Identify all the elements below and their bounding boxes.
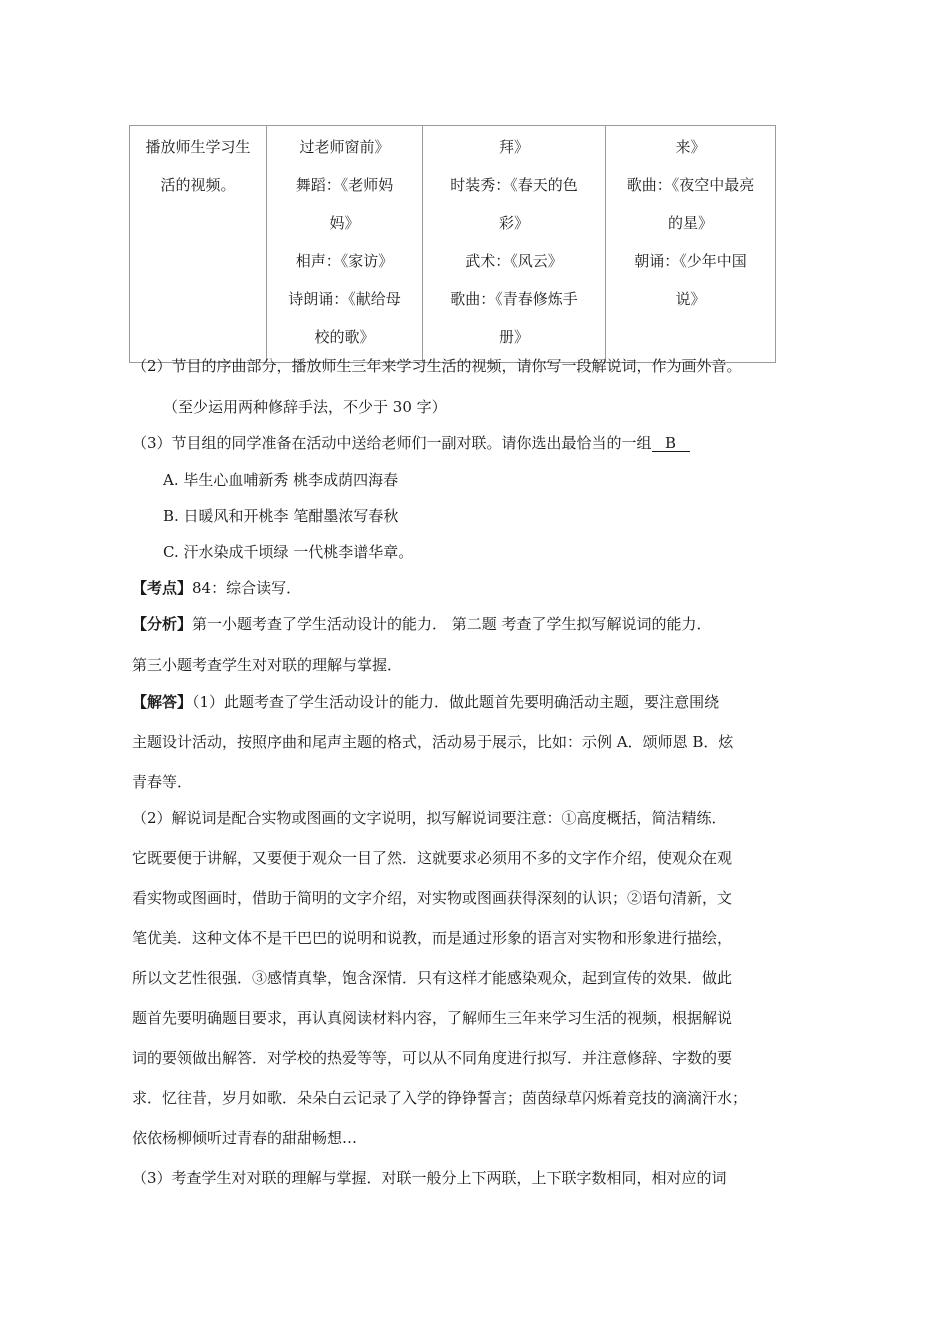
- cell-line: 彩》: [498, 214, 529, 232]
- cell-line: 校的歌》: [314, 328, 375, 346]
- answer-blank: B: [652, 435, 690, 452]
- jieda-2-line: 依依杨柳倾听过青春的甜甜畅想…: [132, 1129, 358, 1147]
- cell-line: 舞蹈：《老师妈: [295, 176, 394, 194]
- question-3: [132, 426, 822, 460]
- jieda-2-line: （2）解说词是配合实物或图画的文字说明，拟写解说词要注意：①高度概括，简洁精练．: [132, 809, 727, 827]
- cell-line: 活的视频。: [160, 176, 236, 194]
- jieda-2-line: 题首先要明确题目要求，再认真阅读材料内容，了解师生三年来学习生活的视频，根据解说: [132, 1009, 733, 1027]
- cell-line: 过老师窗前》: [299, 138, 390, 156]
- cell-line: 的星》: [667, 214, 713, 232]
- jieda-2-line: 求．忆往昔，岁月如歌．朵朵白云记录了入学的铮铮誓言；茵茵绿草闪烁着竞技的滴滴汗水；: [132, 1089, 748, 1107]
- table-cell-part2: [423, 126, 606, 363]
- jieda-line: 主题设计活动，按照序曲和尾声主题的格式，活动易于展示，比如：示例 A．颂师恩 B．炫: [132, 733, 734, 751]
- jieda-text: （1）此题考查了学生活动设计的能力．做此题首先要明确活动主题，要注意围绕: [192, 693, 720, 711]
- kaodian-tag: 【考点】: [132, 579, 193, 597]
- fenxi-line: [132, 607, 822, 641]
- jieda-2-line: 它既要便于讲解，又要便于观众一目了然．这就要求必须用不多的文字作介绍，使观众在观: [132, 849, 733, 867]
- program-table: [129, 125, 776, 363]
- jieda-2-line: 所以文艺性很强．③感情真挚，饱含深情．只有这样才能感染观众，起到宣传的效果．做此: [132, 969, 733, 987]
- kaodian-line: [132, 571, 822, 605]
- fenxi-text: 第一小题考查了学生活动设计的能力． 第二题 考查了学生拟写解说词的能力．: [192, 615, 712, 633]
- cell-line: 册》: [498, 328, 529, 346]
- jieda-3-line: （3）考查学生对对联的理解与掌握．对联一般分上下两联，上下联字数相同，相对应的词: [132, 1169, 727, 1187]
- jieda-2-line: 笔优美．这种文体不是干巴巴的说明和说教，而是通过形象的语言对实物和形象进行描绘，: [132, 929, 733, 947]
- cell-line: 歌曲：《夜空中最亮: [626, 176, 755, 194]
- question-3-text: （3）节目组的同学准备在活动中送给老师们一副对联。请你选出最恰当的一组: [132, 434, 652, 452]
- jieda-2-line: 看实物或图画时，借助于简明的文字介绍，对实物或图画获得深刻的认识；②语句清新，文: [132, 889, 733, 907]
- cell-line: 妈》: [329, 214, 360, 232]
- jieda-2-line: 词的要领做出解答．对学校的热爱等等，可以从不同角度进行拟写．并注意修辞、字数的要: [132, 1049, 733, 1067]
- option-c: C. 汗水染成千顷绿 一代桃李谱华章。: [163, 543, 414, 561]
- table-cell-prelude: [130, 126, 267, 363]
- question-2-note: （至少运用两种修辞手法，不少于 30 字）: [163, 398, 447, 416]
- cell-line: 武术：《风云》: [465, 252, 563, 270]
- fenxi-tag: 【分析】: [132, 615, 193, 633]
- jieda-line: [132, 685, 822, 719]
- option-b: B. 日暖风和开桃李 笔酣墨浓写春秋: [163, 507, 399, 525]
- cell-line: 诗朗诵：《献给母: [288, 290, 401, 308]
- table-cell-part3: [606, 126, 776, 363]
- cell-line: 拜》: [498, 138, 529, 156]
- table-row: [130, 126, 776, 363]
- table-cell-part1: [267, 126, 423, 363]
- cell-line: 时装秀：《春天的色: [450, 176, 578, 194]
- cell-line: 相声：《家访》: [295, 252, 394, 270]
- jieda-tag: 【解答】: [132, 693, 193, 711]
- cell-line: 来》: [675, 138, 706, 156]
- cell-line: 说》: [675, 290, 706, 308]
- option-a: A. 毕生心血哺新秀 桃李成荫四海春: [163, 471, 399, 489]
- jieda-line: 青春等．: [132, 773, 193, 791]
- kaodian-text: 84：综合读写．: [192, 579, 302, 597]
- cell-line: 播放师生学习生: [145, 138, 251, 156]
- cell-line: 歌曲：《青春修炼手: [450, 290, 578, 308]
- cell-line: 朝诵：《少年中国: [634, 252, 747, 270]
- question-2: （2）节目的序曲部分，播放师生三年来学习生活的视频，请你写一段解说词，作为画外音。: [132, 357, 742, 375]
- fenxi-line-2: 第三小题考查学生对对联的理解与掌握．: [132, 656, 403, 674]
